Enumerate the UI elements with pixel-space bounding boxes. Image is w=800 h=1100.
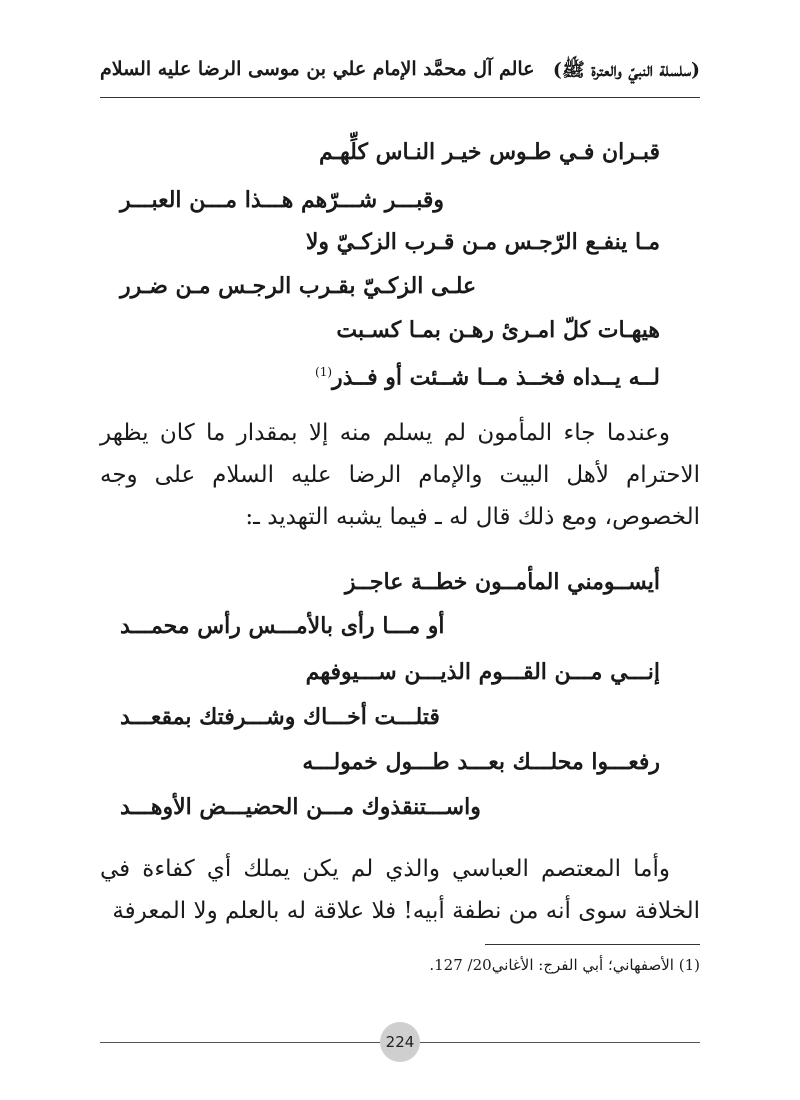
verse-line: أو مـــا رأى بالأمـــس رأس محمـــد — [120, 613, 445, 639]
verse-line: أيســومني المأمــون خطــة عاجــز — [344, 569, 660, 595]
footnote-rule — [485, 944, 700, 945]
verse-line-with-footnote — [315, 352, 660, 392]
verse-text: لــه يــداه فخــذ مــا شــئت أو فــذر — [332, 364, 660, 391]
series-title: (سلسلة النبيّ والعترة ﷺ) — [552, 59, 700, 81]
verse-line: واســـتنقذوك مـــن الحضيـــض الأوهـــد — [120, 794, 481, 820]
verse-line: وقبـــر شـــرّهم هـــذا مـــن العبـــر — [120, 187, 445, 213]
page-footer — [100, 1022, 700, 1062]
verse-line: رفعـــوا محلـــك بعـــد طـــول خمولـــه — [302, 749, 660, 775]
running-header — [100, 50, 700, 98]
footnote-marker: (1) — [315, 365, 333, 379]
book-title: عالم آل محمَّد الإمام علي بن موسى الرضا عليه السلام — [100, 58, 535, 80]
verse-line: علـى الزكـيّ بقـرب الرجـس مـن ضـرر — [120, 273, 477, 299]
paragraph-text: وعندما جاء المأمون لم يسلم منه إلا بمقدار ما كان يظهر الاحترام لأهل البيت والإمام الرضا عليه السلام على وجه الخصوص، ومع ذلك قال له ـ فيما يشبه التهديد ـ: — [100, 420, 700, 530]
verse-line: قتلـــت أخـــاك وشـــرفتك بمقعـــد — [120, 704, 440, 730]
paragraph-2 — [100, 848, 700, 932]
verse-line: إنـــي مـــن القـــوم الذيـــن ســـيوفهم — [305, 659, 660, 685]
paragraph-1 — [100, 412, 700, 538]
page-number: 224 — [380, 1022, 420, 1062]
verse-line: قبـران فـي طـوس خيـر النـاس كلِّهـم — [318, 139, 660, 165]
verse-line: هيهـات كلّ امـرئ رهـن بمـا كسـبت — [336, 317, 660, 343]
paragraph-text: وأما المعتصم العباسي والذي لم يكن يملك أي كفاءة في الخلافة سوى أنه من نطفة أبيه! فلا علاقة له بالعلم ولا المعرفة — [100, 856, 700, 924]
footnote: (1) الأصفهاني؛ أبي الفرج: الأغاني20/ 127. — [429, 956, 700, 974]
header-rule — [100, 97, 700, 98]
verse-line: مـا ينفـع الرّجـس مـن قـرب الزكـيّ ولا — [305, 229, 660, 255]
